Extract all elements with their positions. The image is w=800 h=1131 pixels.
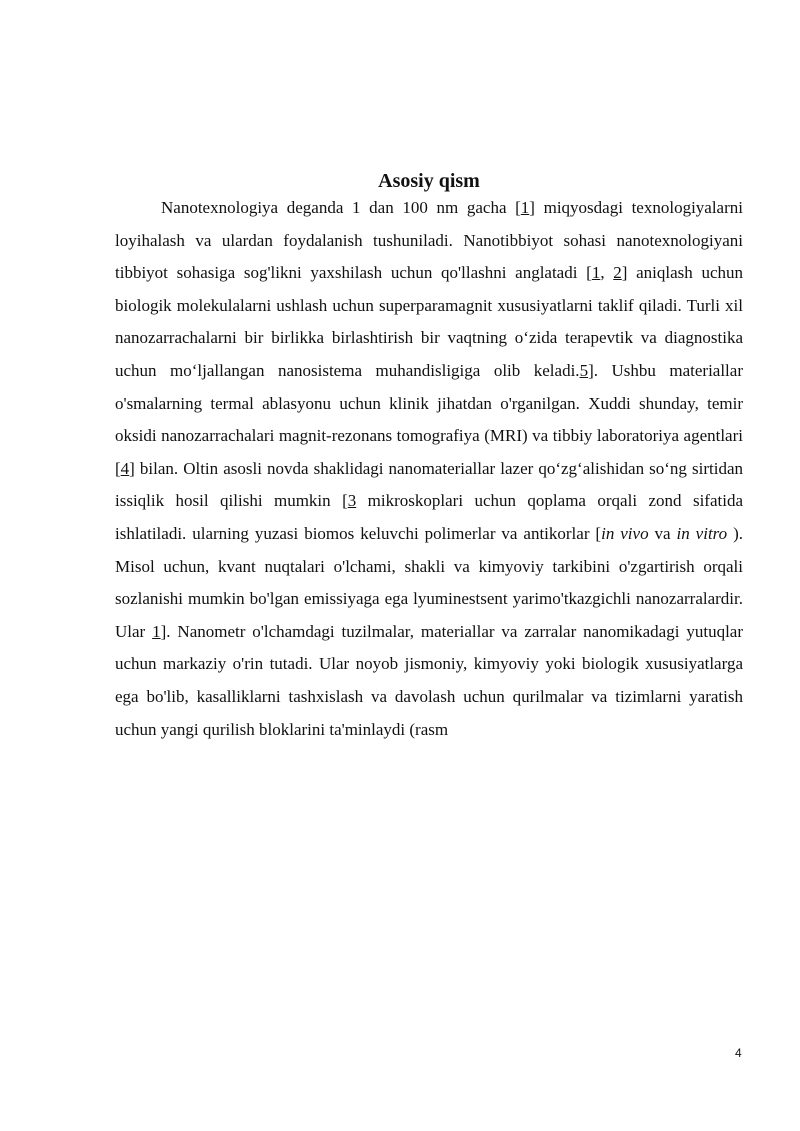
text-segment: Nanotexnologiya deganda 1 dan 100 nm gacha [ <box>161 198 521 217</box>
text-segment: , <box>600 263 614 283</box>
text-segment: ] bilan. Oltin asosli novda shaklidagi nanomateriallar lazer qo‘zg‘alishidan so‘ng sirtidan issiqlik hosil qilishi mumkin [ <box>115 458 743 511</box>
citation-link[interactable]: 1 <box>591 263 601 283</box>
text-segment: va <box>648 523 677 543</box>
citation-link[interactable]: 1 <box>520 198 530 217</box>
citation-link[interactable]: 1 <box>152 621 161 641</box>
citation-link[interactable]: 4 <box>120 458 130 478</box>
body-paragraph <box>115 192 743 746</box>
citation-link[interactable]: 2 <box>613 263 622 283</box>
italic-term: in vivo <box>601 523 649 543</box>
text-segment: ] miqyosdagi texnologiyalarni loyihalash va ulardan foydalanish tushuniladi. Nanotibbiyot sohasi nanotexnologiyani tibbiyot sohasiga sog'likni yaxshilash uchun qo'llashni anglatadi [ <box>115 198 743 283</box>
citation-link[interactable]: 5 <box>579 360 589 380</box>
text-segment: ). Misol uchun, kvant nuqtalari o'lchami, shakli va kimyoviy tarkibini o'zgartirish orqali sozlanishi mumkin bo'lgan emissiyaga ega lyuminestsent yarimo'tkazgichli nanozarralardir. Ular <box>115 523 744 641</box>
text-segment: ]. Nanometr o'lchamdagi tuzilmalar, materiallar va zarralar nanomikadagi yutuqlar uchun markaziy o'rin tutadi. Ular noyob jismoniy, kimyoviy yoki biologik xususiyatlarga ega bo'lib, kasalliklarni tashxislash va davolash uchun qurilmalar va tizimlarni yaratish uchun yangi qurilish bloklarini ta'minlaydi (rasm <box>115 621 743 739</box>
page-number: 4 <box>735 1046 742 1060</box>
italic-term: in vitro <box>676 523 728 543</box>
section-heading: Asosiy qism <box>378 170 480 192</box>
text-segment: mikroskoplari uchun qoplama orqali zond sifatida ishlatiladi. ularning yuzasi biomos keluvchi polimerlar va antikorlar [ <box>115 491 743 543</box>
text-segment: ]. Ushbu materiallar o'smalarning termal ablasyonu uchun klinik jihatdan o'rganilgan. Xuddi shunday, temir oksidi nanozarrachalari magnit-rezonans tomografiya (MRI) va tibbiy laboratoriya agentlari [ <box>115 360 743 478</box>
text-segment: ] aniqlash uchun biologik molekulalarni ushlash uchun superparamagnit xususiyatlarni taklif qiladi. Turli xil nanozarrachalarni bir birlikka birlashtirish bir vaqtning o‘zida terapevtik va diagnostika uchun mo‘ljallangan nanosistema muhandisligiga olib keladi. <box>115 263 744 380</box>
citation-link[interactable]: 3 <box>347 491 357 511</box>
